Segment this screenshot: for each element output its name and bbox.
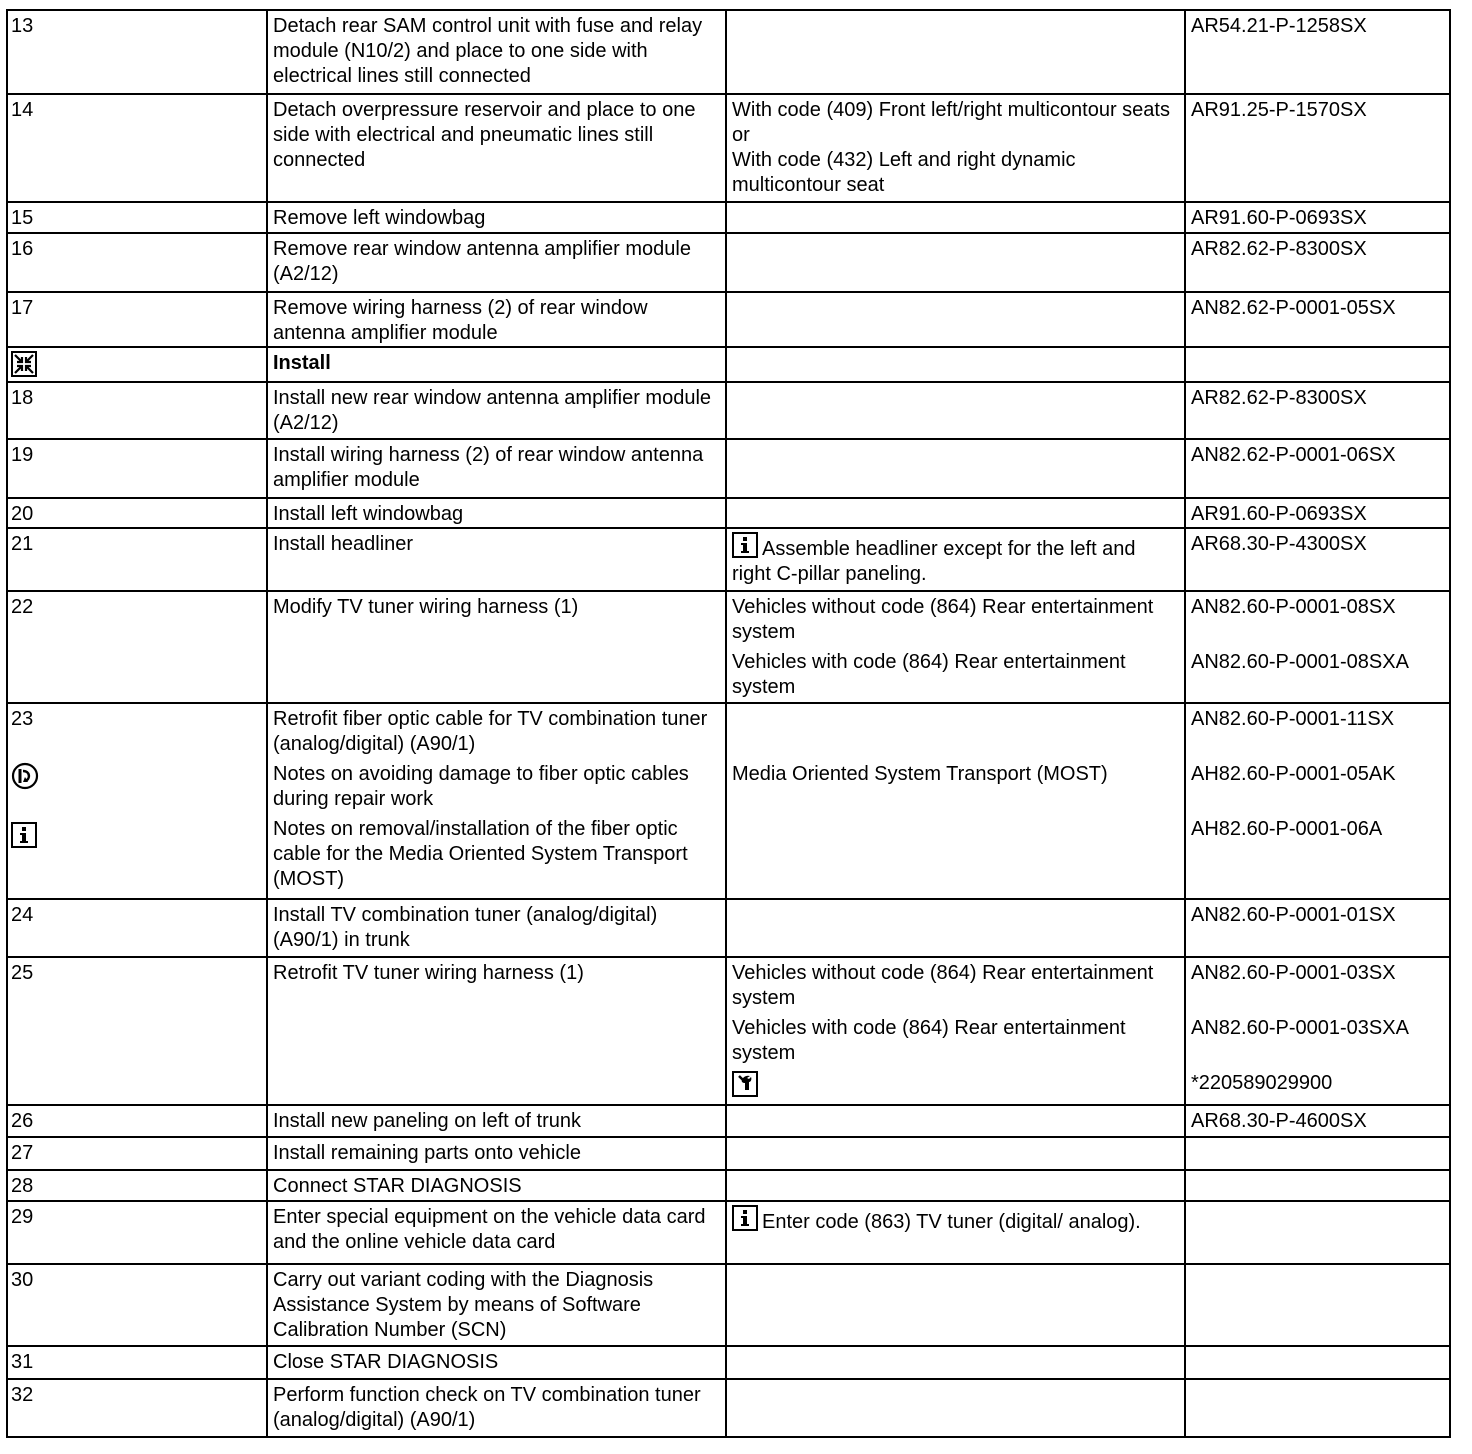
reference-link xyxy=(1185,347,1450,382)
table-row xyxy=(7,10,1450,94)
action-text: Install headliner xyxy=(267,528,726,591)
note-text xyxy=(726,94,1185,202)
note-text xyxy=(726,233,1185,292)
note-text xyxy=(726,703,1185,899)
note-text xyxy=(726,1379,1185,1437)
note-text xyxy=(726,498,1185,528)
step-number: 16 xyxy=(7,233,267,292)
reference-cell xyxy=(1185,591,1450,703)
action-text: Detach overpressure reservoir and place to one side with electrical and pneumatic lines still connected xyxy=(267,94,726,202)
note-line: With code (409) Front left/right multicontour seats or xyxy=(732,99,1170,146)
section-title: Install xyxy=(267,347,726,382)
table-row xyxy=(7,1137,1450,1170)
note-line: Vehicles without code (864) Rear entertainment system xyxy=(732,962,1154,1009)
table-row xyxy=(7,498,1450,528)
section-header-row xyxy=(7,347,1450,382)
step-number: 31 xyxy=(7,1346,267,1379)
action-text: Notes on avoiding damage to fiber optic cables during repair work xyxy=(273,763,689,810)
step-number: 24 xyxy=(7,899,267,957)
note-text xyxy=(726,1264,1185,1346)
note-text xyxy=(726,1346,1185,1379)
step-number: 23 xyxy=(11,708,34,730)
table-row xyxy=(7,528,1450,591)
note-text xyxy=(726,439,1185,498)
reference-link[interactable]: AN82.60-P-0001-01SX xyxy=(1185,899,1450,957)
table-row xyxy=(7,703,1450,899)
step-number: 32 xyxy=(7,1379,267,1437)
reference-link[interactable]: AR91.60-P-0693SX xyxy=(1185,202,1450,233)
note-line: Enter code (863) TV tuner (digital/ analog). xyxy=(762,1211,1141,1233)
action-text: Install new rear window antenna amplifier module (A2/12) xyxy=(267,382,726,439)
table-row xyxy=(7,292,1450,347)
note-text xyxy=(726,202,1185,233)
action-text: Retrofit TV tuner wiring harness (1) xyxy=(267,957,726,1105)
note-text xyxy=(726,382,1185,439)
action-text: Retrofit fiber optic cable for TV combination tuner (analog/digital) (A90/1) xyxy=(273,708,708,755)
action-text: Remove left windowbag xyxy=(267,202,726,233)
reference-link[interactable]: AN82.60-P-0001-03SXA xyxy=(1191,1017,1409,1039)
action-text: Remove rear window antenna amplifier module (A2/12) xyxy=(267,233,726,292)
note-line: Assemble headliner except for the left and right C-pillar paneling. xyxy=(732,538,1136,585)
note-text xyxy=(726,1201,1185,1264)
table-row xyxy=(7,1170,1450,1201)
table-row xyxy=(7,1379,1450,1437)
procedure-table xyxy=(6,9,1451,1438)
step-number: 27 xyxy=(7,1137,267,1170)
step-number: 15 xyxy=(7,202,267,233)
reference-link[interactable]: AR68.30-P-4300SX xyxy=(1185,528,1450,591)
step-number: 28 xyxy=(7,1170,267,1201)
table-row xyxy=(7,591,1450,703)
action-text: Remove wiring harness (2) of rear window antenna amplifier module xyxy=(267,292,726,347)
reference-cell xyxy=(1185,957,1450,1105)
action-text: Install remaining parts onto vehicle xyxy=(267,1137,726,1170)
note-text xyxy=(726,591,1185,703)
action-text: Install left windowbag xyxy=(267,498,726,528)
reference-link[interactable]: AR91.25-P-1570SX xyxy=(1185,94,1450,202)
install-icon xyxy=(11,351,37,377)
step-number: 25 xyxy=(7,957,267,1105)
table-row xyxy=(7,94,1450,202)
step-number: 17 xyxy=(7,292,267,347)
note-text xyxy=(726,957,1185,1105)
step-number: 21 xyxy=(7,528,267,591)
table-row xyxy=(7,899,1450,957)
reference-cell xyxy=(1185,703,1450,899)
table-row xyxy=(7,1346,1450,1379)
step-number: 30 xyxy=(7,1264,267,1346)
action-text: Install new paneling on left of trunk xyxy=(267,1105,726,1137)
reference-link[interactable]: AR68.30-P-4600SX xyxy=(1185,1105,1450,1137)
note-text xyxy=(726,1137,1185,1170)
table-row xyxy=(7,1201,1450,1264)
reference-link[interactable]: AR82.62-P-8300SX xyxy=(1185,233,1450,292)
reference-link xyxy=(1185,1201,1450,1264)
note-text xyxy=(726,528,1185,591)
reference-link xyxy=(1185,1346,1450,1379)
reference-link[interactable]: AN82.62-P-0001-05SX xyxy=(1185,292,1450,347)
caution-icon xyxy=(11,762,261,817)
reference-link[interactable]: AH82.60-P-0001-05AK xyxy=(1191,763,1396,785)
note-text xyxy=(726,347,1185,382)
reference-link[interactable]: AH82.60-P-0001-06A xyxy=(1191,818,1383,840)
note-line: With code (432) Left and right dynamic multicontour seat xyxy=(732,149,1076,196)
action-text: Connect STAR DIAGNOSIS xyxy=(267,1170,726,1201)
step-number: 14 xyxy=(7,94,267,202)
reference-link xyxy=(1185,1137,1450,1170)
step-number: 13 xyxy=(7,10,267,94)
reference-link[interactable]: AR82.62-P-8300SX xyxy=(1185,382,1450,439)
reference-link[interactable]: AN82.60-P-0001-08SX xyxy=(1191,596,1396,618)
note-line: Media Oriented System Transport (MOST) xyxy=(732,763,1108,785)
step-number: 22 xyxy=(7,591,267,703)
note-text xyxy=(726,292,1185,347)
note-line: Vehicles with code (864) Rear entertainment system xyxy=(732,1017,1126,1064)
step-number: 19 xyxy=(7,439,267,498)
action-text: Detach rear SAM control unit with fuse and relay module (N10/2) and place to one side with electrical lines still connected xyxy=(267,10,726,94)
info-icon xyxy=(732,532,758,558)
table-row xyxy=(7,382,1450,439)
reference-link xyxy=(1185,1170,1450,1201)
action-text: Install TV combination tuner (analog/digital) (A90/1) in trunk xyxy=(267,899,726,957)
table-row xyxy=(7,1105,1450,1137)
reference-link[interactable]: AR91.60-P-0693SX xyxy=(1185,498,1450,528)
tool-icon xyxy=(732,1071,1179,1104)
table-row xyxy=(7,233,1450,292)
reference-link[interactable]: *220589029900 xyxy=(1191,1072,1333,1094)
step-number: 20 xyxy=(7,498,267,528)
action-text: Close STAR DIAGNOSIS xyxy=(267,1346,726,1379)
info-icon xyxy=(732,1205,758,1231)
step-number: 26 xyxy=(7,1105,267,1137)
info-icon xyxy=(11,822,261,855)
reference-link xyxy=(1185,1264,1450,1346)
action-text: Notes on removal/installation of the fiber optic cable for the Media Oriented System Transport (MOST) xyxy=(273,818,688,890)
action-text: Perform function check on TV combination tuner (analog/digital) (A90/1) xyxy=(267,1379,726,1437)
table-row xyxy=(7,202,1450,233)
note-line: Vehicles with code (864) Rear entertainment system xyxy=(732,651,1126,698)
action-cell xyxy=(267,703,726,899)
reference-link[interactable]: AN82.60-P-0001-08SXA xyxy=(1191,651,1409,673)
table-row xyxy=(7,957,1450,1105)
action-text: Modify TV tuner wiring harness (1) xyxy=(267,591,726,703)
step-number: 18 xyxy=(7,382,267,439)
action-text: Enter special equipment on the vehicle data card and the online vehicle data card xyxy=(267,1201,726,1264)
note-text xyxy=(726,899,1185,957)
reference-link[interactable]: AR54.21-P-1258SX xyxy=(1185,10,1450,94)
reference-link[interactable]: AN82.62-P-0001-06SX xyxy=(1185,439,1450,498)
table-row xyxy=(7,439,1450,498)
step-icon-cell xyxy=(7,347,267,382)
reference-link[interactable]: AN82.60-P-0001-11SX xyxy=(1191,708,1395,730)
step-cell xyxy=(7,703,267,899)
step-number: 29 xyxy=(7,1201,267,1264)
note-text xyxy=(726,10,1185,94)
note-text xyxy=(726,1105,1185,1137)
reference-link xyxy=(1185,1379,1450,1437)
table-row xyxy=(7,1264,1450,1346)
reference-link[interactable]: AN82.60-P-0001-03SX xyxy=(1191,962,1396,984)
note-line: Vehicles without code (864) Rear entertainment system xyxy=(732,596,1154,643)
action-text: Install wiring harness (2) of rear window antenna amplifier module xyxy=(267,439,726,498)
note-text xyxy=(726,1170,1185,1201)
action-text: Carry out variant coding with the Diagnosis Assistance System by means of Software Calibration Number (SCN) xyxy=(267,1264,726,1346)
